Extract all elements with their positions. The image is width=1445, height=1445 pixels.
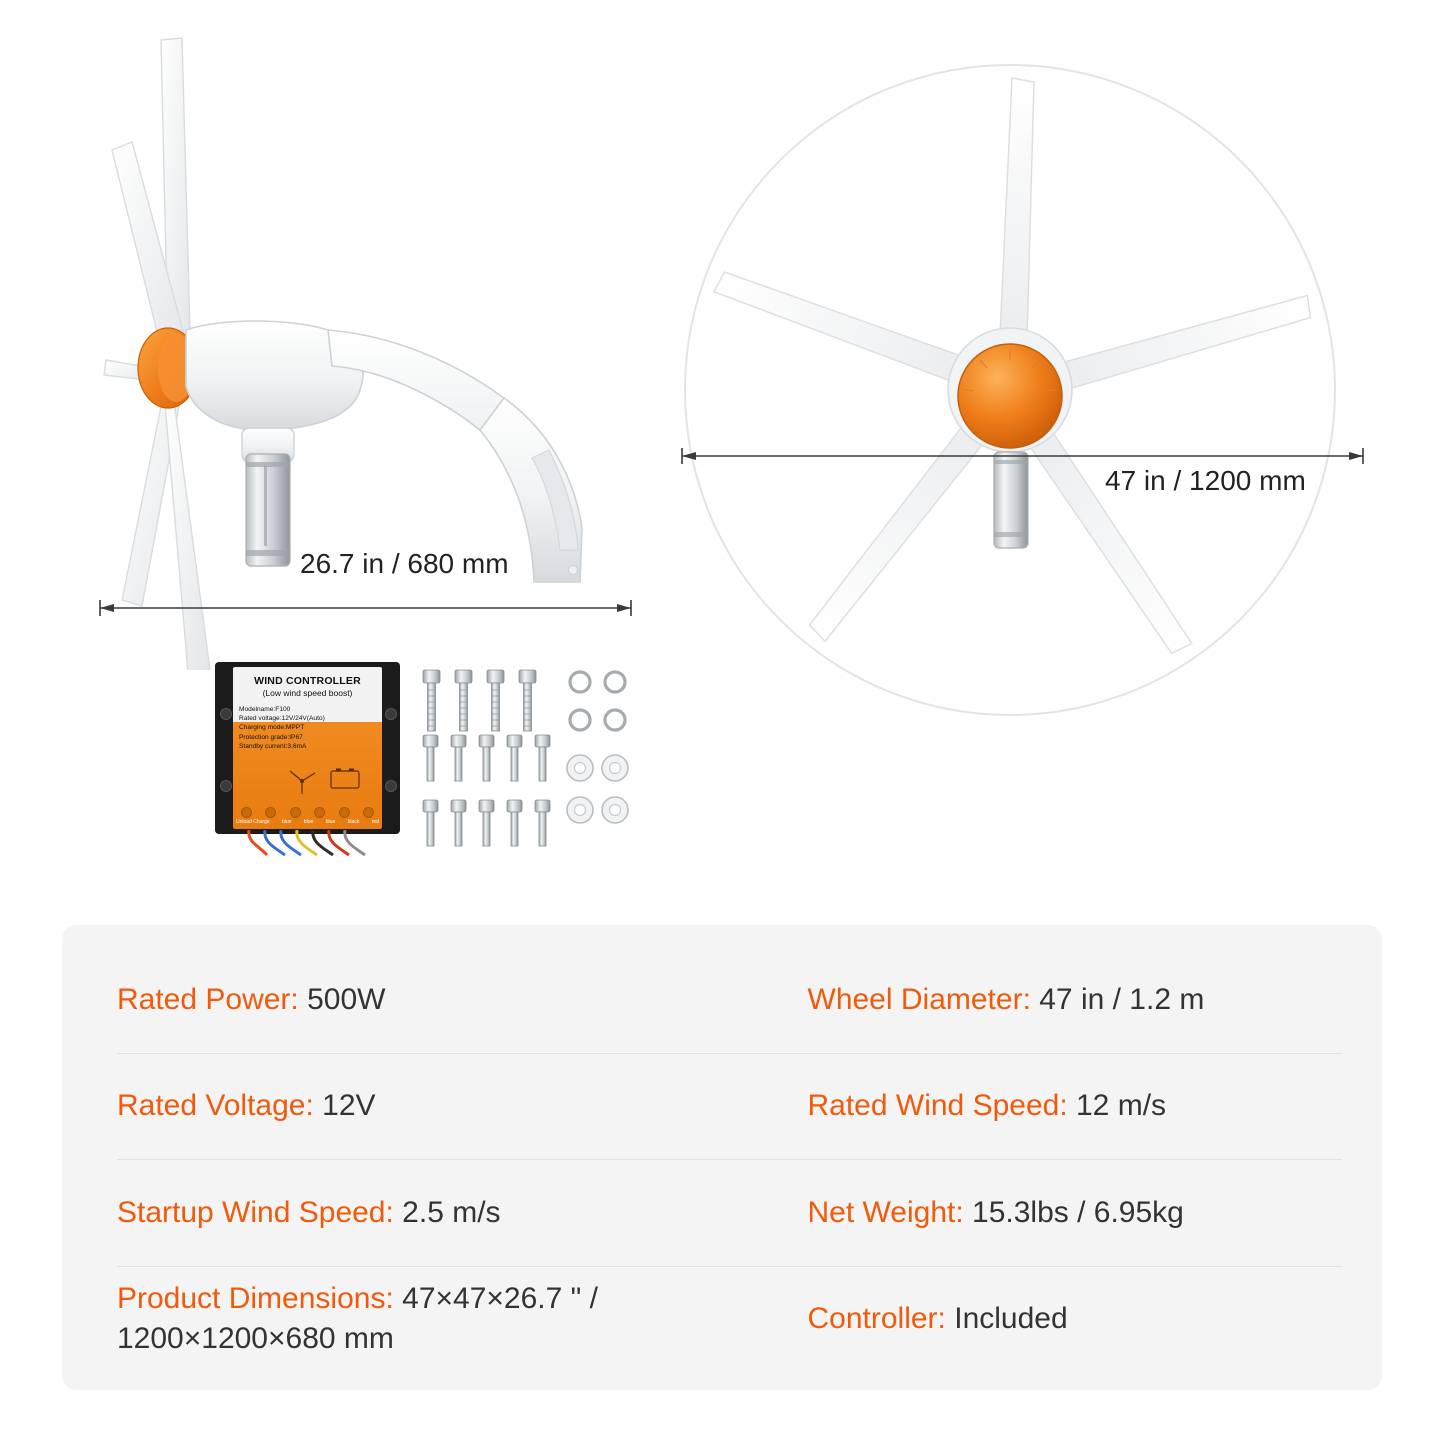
controller-title: WIND CONTROLLER — [254, 675, 361, 687]
spec-value: 2.5 m/s — [402, 1195, 501, 1229]
wind-turbine-icon — [285, 767, 319, 795]
front-dimension-label: 47 in / 1200 mm — [1105, 465, 1306, 496]
controller-subtitle: (Low wind speed boost) — [262, 688, 353, 698]
spec-value: 12V — [322, 1089, 376, 1123]
spec-key: Controller: — [807, 1302, 946, 1336]
battery-icon — [329, 767, 361, 791]
specification-panel — [62, 925, 1382, 1390]
spec-value: Included — [954, 1302, 1068, 1336]
specification-grid — [117, 947, 1342, 1372]
spec-row — [117, 947, 1342, 1054]
spec-cell — [730, 980, 1343, 1020]
hardware-accessories — [415, 660, 660, 855]
spec-cell — [117, 1086, 730, 1126]
spec-cell — [117, 1193, 730, 1233]
mast-pole — [246, 454, 290, 566]
terminal-icon — [363, 807, 374, 818]
spec-key: Net Weight: — [807, 1195, 964, 1229]
spec-value: 15.3lbs / 6.95kg — [972, 1195, 1184, 1229]
spec-row — [117, 1160, 1342, 1267]
terminal-icon — [290, 807, 301, 818]
controller-spec-line: Standby current:3.6mA — [239, 742, 307, 750]
spec-row — [117, 1054, 1342, 1161]
terminal-label: blue — [282, 819, 292, 825]
side-dimension-line — [98, 600, 633, 616]
side-dimension-label: 26.7 in / 680 mm — [300, 548, 509, 579]
spec-key: Product Dimensions: — [117, 1282, 394, 1316]
controller-spec-line: Protection grade:IP67 — [239, 733, 303, 741]
terminal-label: blue — [303, 819, 314, 825]
controller-terminal-labels — [236, 819, 379, 825]
controller-spec-line: Rated voltage:12V/24V(Auto) — [239, 715, 325, 723]
hardware-graphic — [415, 660, 660, 855]
turbine-front-view — [660, 60, 1380, 780]
controller-wires — [237, 830, 387, 856]
controller-spec-line: Modelname:F100 — [239, 706, 291, 713]
terminal-label: red — [371, 819, 379, 825]
terminal-label: black — [347, 819, 360, 825]
controller-faceplate — [233, 667, 382, 829]
spec-cell — [117, 1279, 730, 1359]
spec-cell — [730, 1299, 1343, 1339]
spec-value: 12 m/s — [1076, 1089, 1167, 1123]
spec-key: Wheel Diameter: — [807, 982, 1031, 1016]
front-dimension-line — [680, 448, 1365, 464]
terminal-label: blue — [325, 819, 336, 825]
spec-key: Rated Voltage: — [117, 1089, 314, 1123]
spec-value: 47 in / 1.2 m — [1039, 982, 1205, 1016]
terminal-icon — [339, 807, 350, 818]
wind-controller — [215, 662, 400, 852]
controller-spec-line: Charging mode:MPPT — [239, 724, 305, 732]
terminal-icon — [241, 807, 252, 818]
spec-key: Startup Wind Speed: — [117, 1195, 394, 1229]
spec-key: Rated Power: — [117, 982, 299, 1016]
spec-value: 500W — [307, 982, 386, 1016]
terminal-label: Unload Charge — [236, 819, 270, 825]
controller-screw-icon — [220, 780, 232, 792]
spec-row — [117, 1267, 1342, 1373]
spec-value: 47×47×26.7 " / 1200×1200×680 mm — [117, 1282, 598, 1356]
terminal-icon — [265, 807, 276, 818]
spec-cell — [730, 1086, 1343, 1126]
controller-screw-icon — [385, 780, 397, 792]
controller-terminals — [241, 807, 374, 817]
spec-cell — [730, 1193, 1343, 1233]
spec-cell — [117, 980, 730, 1020]
turbine-front-view-graphic — [660, 60, 1380, 780]
controller-screw-icon — [220, 708, 232, 720]
controller-screw-icon — [385, 708, 397, 720]
terminal-icon — [314, 807, 325, 818]
spec-key: Rated Wind Speed: — [807, 1089, 1068, 1123]
controller-spec-list — [239, 705, 325, 751]
